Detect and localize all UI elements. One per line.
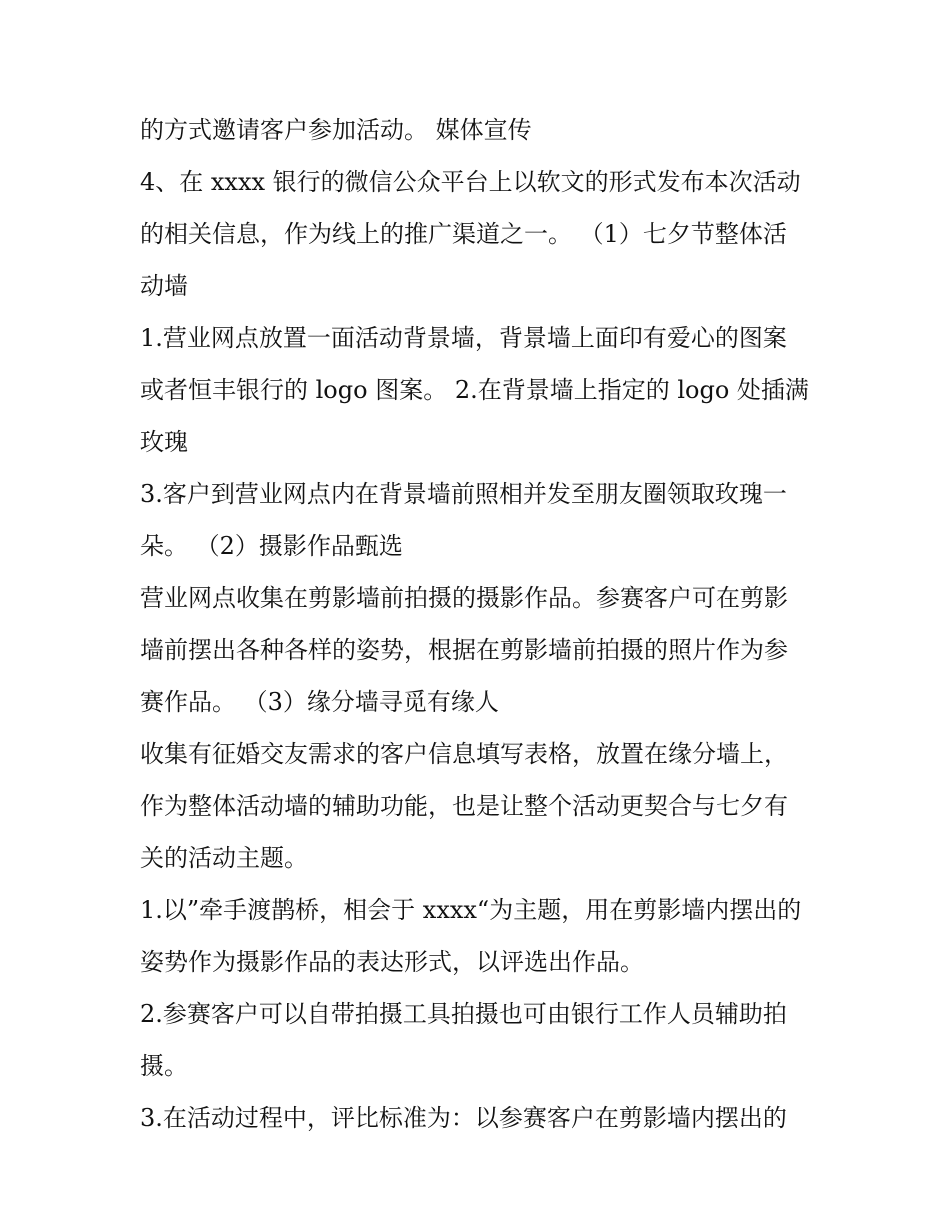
text-line: 墙前摆出各种各样的姿势，根据在剪影墙前拍摄的照片作为参 — [140, 636, 788, 664]
text-line: 朵。 （2）摄影作品甄选 — [140, 532, 403, 560]
text-line: 的相关信息，作为线上的推广渠道之一。 （1）七夕节整体活 — [140, 220, 787, 248]
text-line: 赛作品。 （3）缘分墙寻觅有缘人 — [140, 688, 499, 716]
text-line: 作为整体活动墙的辅助功能，也是让整个活动更契合与七夕有 — [140, 792, 788, 820]
text-line: 摄。 — [140, 1052, 188, 1080]
text-line: 营业网点收集在剪影墙前拍摄的摄影作品。参赛客户可在剪影 — [140, 584, 788, 612]
text-line: 2.参赛客户可以自带拍摄工具拍摄也可由银行工作人员辅助拍 — [140, 1000, 787, 1028]
document-body — [140, 108, 830, 1148]
text-line: 或者恒丰银行的 logo 图案。 2.在背景墙上指定的 logo 处插满 — [140, 376, 809, 404]
text-line: 3.在活动过程中，评比标准为：以参赛客户在剪影墙内摆出的 — [140, 1104, 787, 1132]
text-line: 收集有征婚交友需求的客户信息填写表格，放置在缘分墙上， — [140, 740, 788, 768]
text-line: 1.以”牵手渡鹊桥，相会于 xxxx“为主题，用在剪影墙内摆出的 — [140, 896, 802, 924]
text-line: 3.客户到营业网点内在背景墙前照相并发至朋友圈领取玫瑰一 — [140, 480, 787, 508]
text-line: 的方式邀请客户参加活动。 媒体宣传 — [140, 116, 532, 144]
text-line: 姿势作为摄影作品的表达形式，以评选出作品。 — [140, 948, 644, 976]
text-line: 1.营业网点放置一面活动背景墙，背景墙上面印有爱心的图案 — [140, 324, 787, 352]
text-line: 4、在 xxxx 银行的微信公众平台上以软文的形式发布本次活动 — [140, 168, 801, 196]
text-line: 关的活动主题。 — [140, 844, 308, 872]
text-line: 玫瑰 — [140, 428, 188, 456]
text-line: 动墙 — [140, 272, 188, 300]
